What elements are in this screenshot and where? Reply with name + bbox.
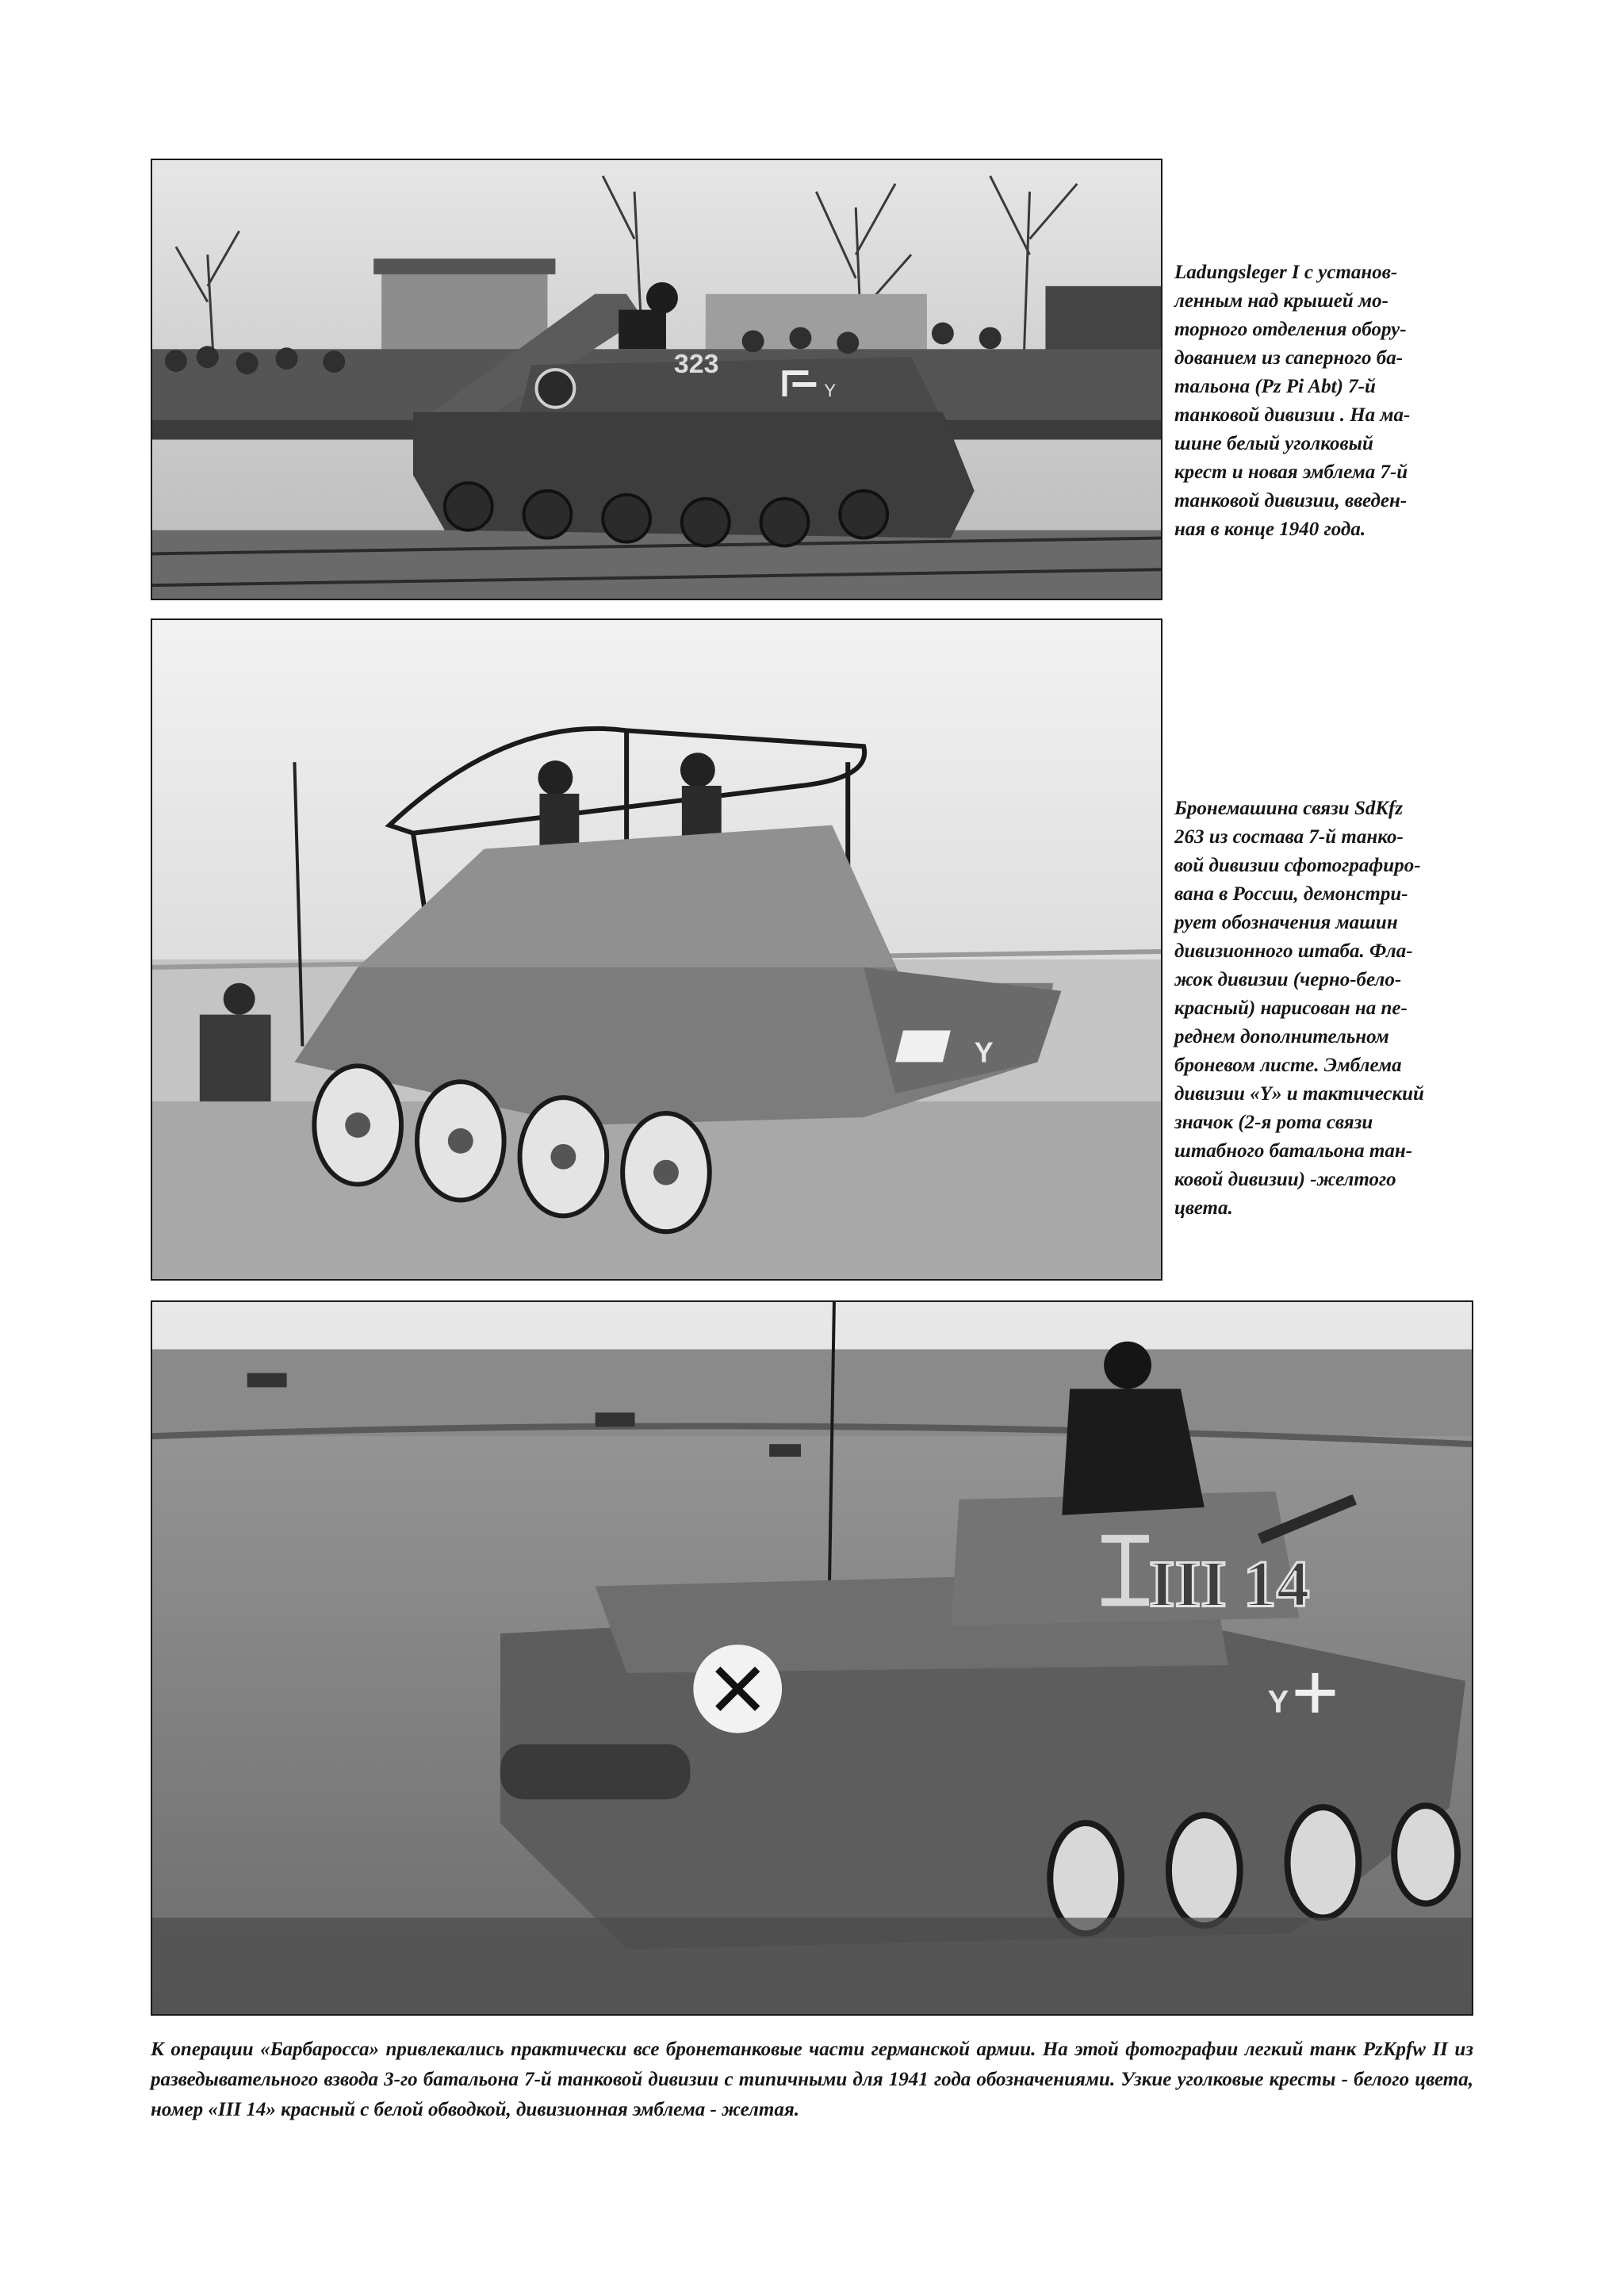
svg-text:III 14: III 14 [1148,1547,1310,1622]
photo-pzkpfw-ii-image [152,1302,1472,2014]
photo-sdkfz-263-image [152,620,1161,1279]
svg-text:Y: Y [1267,1684,1289,1720]
svg-text:Y: Y [824,380,836,400]
photo-pzkpfw-ii-caption: К операции «Барбаросса» привлекались практически все бронетанковые части германской армии. На этой фотографии легкий танк PzKpfw II из разведывательного взвода 3-го батальона 7-й танковой дивизии с типичными для 1941 года обозначениями. Узкие уголковые кресты - белого цвета, номер «III 14» красный с белой обводкой, дивизионная эмблема - желтая. [151,2039,1473,2120]
photo-ladungsleger [151,159,1162,600]
photo-pzkpfw-ii [151,1300,1473,2016]
photo-sdkfz-263 [151,618,1162,1281]
photo-sdkfz-263-caption: Бронемашина связи SdKfz 263 из состава 7-й танко- вой дивизии сфотографиро- вана в России, демонстри- рует обозначения машин дивизионного штаба. Фла- жок дивизии (черно-бело- красный) нарисован на пе- реднем дополнительном броневом листе. Эмблема дивизии «Y» и тактический значок (2-я рота связи штабного батальона тан- ковой дивизии) -желтого цвета. [1174,798,1424,1219]
photo-ladungsleger-image [152,160,1161,599]
svg-text:Y: Y [974,1036,994,1069]
svg-text:323: 323 [673,349,719,380]
photo-ladungsleger-caption: Ladungsleger I с установ- ленным над крышей мо- торного отделения обору- дованием из саперного ба- тальона (Pz Pi Abt) 7-й танковой дивизии . На ма- шине белый уголковый крест и новая эмблема 7-й танковой дивизии, введен- ная в конце 1940 года. [1174,262,1411,540]
